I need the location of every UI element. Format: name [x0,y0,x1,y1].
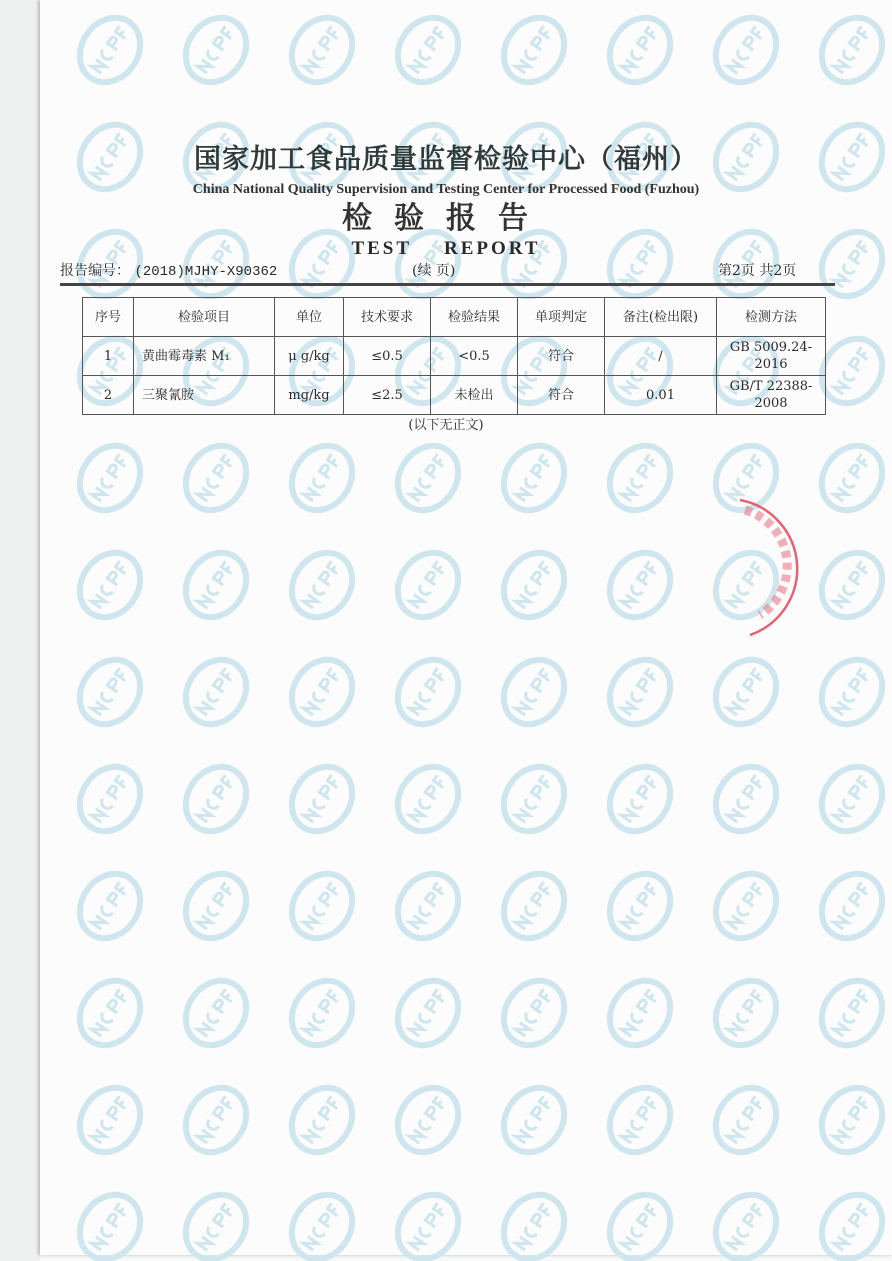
report-title-cn: 检验报告 [342,201,550,236]
table-header-row [83,298,826,337]
table-row [83,376,826,415]
continued-label: (续 页) [412,263,456,279]
report-number-value: (2018)MJHY-X90362 [134,264,278,280]
report-title-en [0,238,892,260]
cell: 黄曲霉毒素 M₁ [134,337,275,376]
cell: 符合 [518,376,605,415]
cell: 三聚氰胺 [134,376,275,415]
cell: 0.01 [605,376,717,415]
header-cell: 单位 [275,298,344,337]
cell: 1 [83,337,134,376]
cell: 符合 [518,337,605,376]
org-name-en: China National Quality Supervision and Testing Center for Processed Food (Fuzhou) [192,182,700,197]
cell: ≤0.5 [344,337,431,376]
cell: <0.5 [431,337,518,376]
header-cell: 技术要求 [344,298,431,337]
title-en-report: REPORT [444,238,541,259]
report-number [60,262,277,280]
official-seal-stamp [700,490,810,640]
header-cell: 检验结果 [431,298,518,337]
cell: / [605,337,717,376]
cell: 未检出 [431,376,518,415]
cell: μ g/kg [275,337,344,376]
cell: GB/T 22388-2008 [717,376,826,415]
table-row [83,337,826,376]
header-cell: 备注(检出限) [605,298,717,337]
report-number-label: 报告编号： [60,263,130,279]
header-cell: 检测方法 [717,298,826,337]
end-of-text-note: (以下无正文) [408,418,484,433]
cell: 2 [83,376,134,415]
cell: ≤2.5 [344,376,431,415]
header-cell: 单项判定 [518,298,605,337]
header-cell: 检验项目 [134,298,275,337]
header-cell: 序号 [83,298,134,337]
cell: GB 5009.24-2016 [717,337,826,376]
header-divider [60,283,835,286]
org-name-cn: 国家加工食品质量监督检验中心（福州） [194,144,698,175]
cell: mg/kg [275,376,344,415]
results-table [82,297,826,415]
page-info: 第2页 共2页 [718,263,797,279]
title-en-test: TEST [351,238,413,259]
